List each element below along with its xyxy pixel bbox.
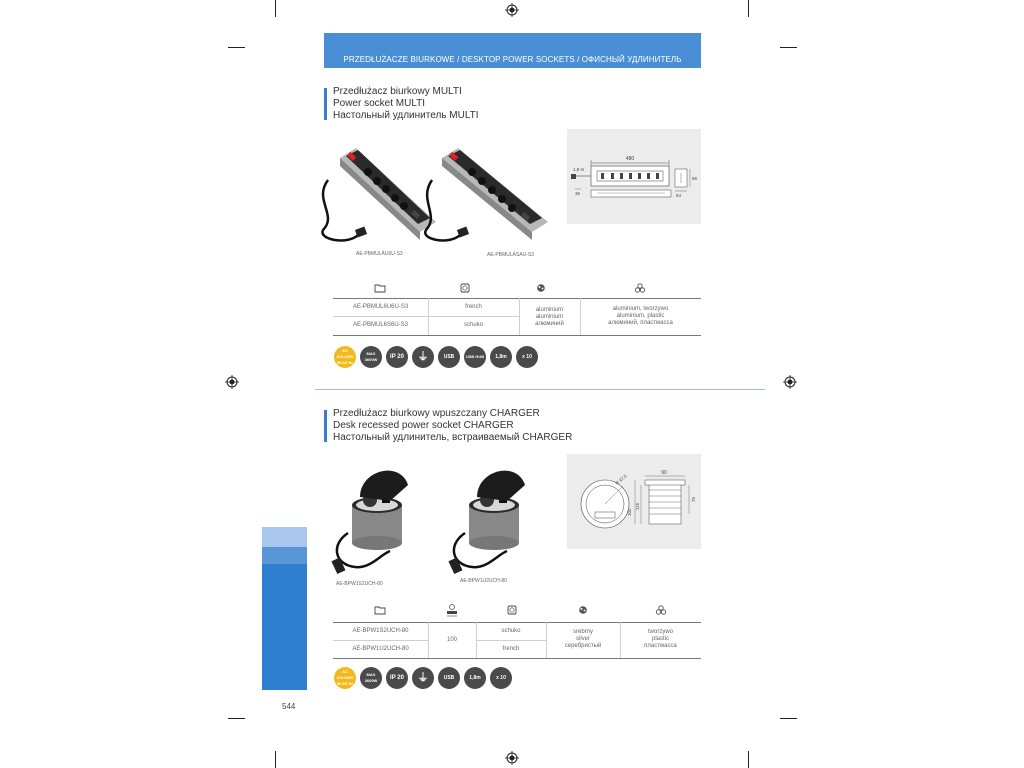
table-cell-socket: schuko (463, 322, 483, 328)
hole-icon (446, 603, 458, 619)
dim-base: 36 (575, 191, 581, 196)
table-cell-body: tworzywo plastic пластмасса (644, 629, 677, 649)
registration-mark-icon (505, 3, 519, 17)
usb-hub-icon: USB HUB (464, 346, 486, 368)
voltage-badge: AC 220-240V 50-60 Hz (334, 667, 356, 689)
dim-height: 56 (692, 176, 698, 181)
product-caption: AE-BPW1U2UCH-80 (460, 578, 507, 584)
dimension-drawing (567, 129, 701, 224)
usb-icon: USB (438, 346, 460, 368)
max-power-badge: MAX 3600W (360, 667, 382, 689)
registration-mark-icon (505, 751, 519, 765)
folder-icon (374, 605, 386, 615)
dim-radius: R 47,5 (614, 473, 628, 486)
package-qty-badge: x 10 (490, 667, 512, 689)
crop-mark (275, 751, 276, 768)
crop-mark (748, 751, 749, 768)
chapter-tab-light (262, 527, 307, 547)
title-ru: Настольный удлинитель MULTI (333, 110, 479, 121)
title-en: Power socket MULTI (333, 98, 426, 109)
table-rule (333, 640, 428, 641)
chapter-tab (262, 564, 307, 690)
title-pl: Przedłużacz biurkowy wpuszczany CHARGER (333, 408, 540, 419)
title-accent-bar (324, 88, 327, 120)
voltage-badge: AC 220-240V 50-60 Hz (334, 346, 356, 368)
ip-rating-badge: IP 20 (386, 667, 408, 689)
recessed-socket-image (447, 455, 557, 583)
crop-mark (780, 47, 797, 48)
section-header-band (324, 33, 701, 68)
crop-mark (228, 47, 245, 48)
title-ru: Настольный удлинитель, встраиваемый CHARGER (333, 432, 573, 443)
crop-mark (275, 0, 276, 17)
dim-outer-height: 102 (627, 508, 632, 516)
socket-icon (506, 605, 518, 615)
table-cell-material: srebrny silver серебристый (564, 629, 602, 649)
crop-mark (228, 718, 245, 719)
cable-length-badge: 1,8m (490, 346, 512, 368)
title-accent-bar (324, 410, 327, 442)
package-qty-badge: x 10 (516, 346, 538, 368)
table-rule (333, 298, 701, 299)
table-cell-body: aluminium, tworzywo aluminium, plastic алюминий, пластмасса (608, 306, 673, 326)
cable-length-badge: 1,8m (464, 667, 486, 689)
dimension-drawing (567, 454, 701, 549)
section-header-title: PRZEDŁUŻACZE BIURKOWE / DESKTOP POWER SOCKETS / ОФИСНЫЙ УДЛИНИТЕЛЬ (343, 55, 682, 64)
registration-mark-icon (225, 375, 239, 389)
title-pl: Przedłużacz biurkowy MULTI (333, 86, 462, 97)
page-number: 544 (282, 702, 296, 711)
crop-mark (780, 718, 797, 719)
ground-icon: ⏚ (412, 667, 434, 689)
table-cell-code: AE-PBMUL6U6U-S3 (352, 304, 409, 310)
table-cell-code: AE-PBMUL6S6U-S3 (352, 322, 409, 328)
table-rule (333, 316, 519, 317)
technical-drawing-charger (567, 454, 701, 549)
table-cell-hole: 100 (446, 637, 457, 643)
registration-mark-icon (783, 375, 797, 389)
table-rule (333, 335, 701, 336)
usb-icon: USB (438, 667, 460, 689)
technical-drawing-multi (567, 129, 701, 224)
table-rule (333, 658, 701, 659)
dim-cable: 1,8 m (573, 167, 585, 172)
max-power-badge: MAX 3600W (360, 346, 382, 368)
product-caption: AE-PBMULÁSAU-S3 (487, 252, 534, 258)
dim-inner-height: 75 (691, 496, 696, 502)
product-caption: AE-BPW1S2UCH-80 (336, 581, 383, 587)
cube-icon (655, 605, 667, 615)
table-rule (476, 640, 546, 641)
table-cell-socket: schuko (501, 628, 521, 634)
cube-icon (634, 283, 646, 293)
ip-rating-badge: IP 20 (386, 346, 408, 368)
material-icon (577, 605, 589, 615)
table-cell-code: AE-BPW1U2UCH-80 (352, 646, 409, 652)
product-title-charger (333, 408, 572, 444)
table-cell-material: aluminium aluminium алюминий (535, 307, 564, 327)
folder-icon (374, 283, 386, 293)
dim-depth: 64 (676, 193, 682, 198)
table-rule (333, 622, 701, 623)
product-caption: AE-PBMULÁU6U-S3 (356, 251, 403, 257)
crop-mark (748, 0, 749, 17)
table-cell-socket: french (465, 304, 482, 310)
power-strip-image (418, 140, 553, 250)
chapter-tab-mid (262, 547, 307, 564)
product-title-multi (333, 86, 479, 122)
title-en: Desk recessed power socket CHARGER (333, 420, 514, 431)
recessed-socket-image (330, 455, 440, 583)
section-divider (315, 389, 765, 390)
table-cell-code: AE-BPW1S2UCH-80 (352, 628, 409, 634)
socket-icon (459, 283, 471, 293)
dim-width: 90 (661, 470, 667, 476)
material-icon (535, 283, 547, 293)
table-cell-socket: french (502, 646, 520, 652)
dim-length: 480 (625, 156, 635, 162)
dim-depth: 115 (635, 502, 640, 510)
ground-icon: ⏚ (412, 346, 434, 368)
